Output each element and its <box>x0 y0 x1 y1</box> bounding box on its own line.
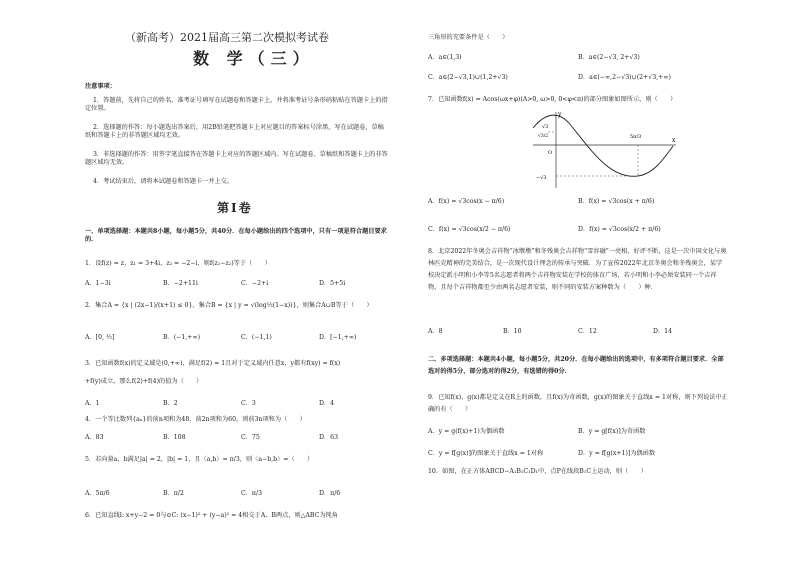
q2-option-a: A．[0, ½] <box>85 334 115 341</box>
notice-heading: 注意事项： <box>85 83 116 90</box>
q6-option-b: B．a∈(2−√3, 2+√3) <box>578 54 640 61</box>
graph-label-half-sqrt3: √3/2 <box>538 134 549 139</box>
q2-option-c: C．(−1,1) <box>241 334 272 341</box>
q5-option-a: A．5π/6 <box>85 490 110 497</box>
q9-option-a: A．y = g(f(x)+1)为偶函数 <box>428 428 505 435</box>
q7-option-d: D．f(x) = √3cos(x/2 + π/6) <box>578 226 661 233</box>
q4-option-d: D．63 <box>319 434 339 441</box>
question-8: 8．北京2022年冬奥会吉祥物“冰墩墩”和冬残奥会吉祥物“雪容融”一亮相，好评不断，这是一次中国文化与奥林匹克精神的完美结合，是一次现代设计理念的传承与突破．为了宣传2022年北京冬奥会和冬残奥会，某学校决定派小明和小李等5名志愿者将两个吉祥物安装在学校的体育广场，若小明和小李必须安装同一个吉祥物，且每个吉祥物都至少由两名志愿者安装，则不同的安装方案种数为（ ）种． <box>428 248 727 291</box>
q3-option-c: C．3 <box>241 400 256 407</box>
q9-option-b: B．y = g[f(x)]为奇函数 <box>578 428 646 435</box>
q1-option-b: B．−2+11i <box>163 280 198 287</box>
q8-option-b: B．10 <box>503 328 522 335</box>
q2-option-d: D．[−1,+∞) <box>319 334 357 341</box>
question-6: 6．已知直线l: x+y−2 = 0与⊙C: (x−1)² + (y−a)² = 4相交于A、B两点，则△ABC为钝角 <box>85 512 338 519</box>
q3-option-b: B．2 <box>163 400 178 407</box>
question-6-cont: 三角形的充要条件是（ ） <box>428 34 509 41</box>
notice-2: 2．选择题的作答：每小题选出答案后，用2B铅笔把答题卡上对应题目的答案标号涂黑，写在试题卷、草稿纸和答题卡上的非答题区域均无效。 <box>85 124 384 139</box>
q1-option-c: C．−2+i <box>241 280 269 287</box>
q7-option-c: C．f(x) = √3cos(x/2 − π/6) <box>428 226 511 233</box>
q9-option-d: D．y = f[g(x+1)]为偶函数 <box>578 450 656 457</box>
q6-option-d: D．a∈(−∞,2−√3)∪(2+√3,+∞) <box>578 74 671 81</box>
notice-3: 3．非选择题的作答：用签字笔直接答在答题卡上对应的答题区域内。写在试题卷、草稿纸和答题卡上的非答题区域均无效。 <box>85 151 388 166</box>
graph-label-5pi3: 5π/3 <box>630 134 642 140</box>
subject-title: 数 学（三） <box>193 49 315 68</box>
q1-option-d: D．5+5i <box>319 280 346 287</box>
q7-option-a: A．f(x) = √3cos(x − π/6) <box>428 198 505 205</box>
cosine-curve <box>533 115 673 176</box>
question-10: 10．如图，在正方体ABCD−A₁B₁C₁D₁中，点P在线段B₁C上运动，则（ ） <box>428 468 647 475</box>
section-2-heading: 二、多项选择题：本题共4小题，每小题5分，共20分．在每小题给出的选项中，有多项符合题目要求．全部选对的得5分，部分选对的得2分，有选错的得0分． <box>428 356 724 375</box>
graph-label-origin: O <box>548 150 553 156</box>
graph-label-y: y <box>558 111 562 118</box>
q8-option-d: D．14 <box>653 328 673 335</box>
notice-4: 4．考试结束后，请将本试题卷和答题卡一并上交。 <box>93 178 234 185</box>
question-1: 1．设f(z) = z，z₁ = 3+4i，z₂ = −2−i，则f(z₁−z₂)等于（ ） <box>85 260 271 267</box>
notice-1: 1．答题前，先将自己的姓名、准考证号填写在试题卷和答题卡上，并将准考证号条形码粘贴在答题卡上的指定位置。 <box>85 97 388 112</box>
question-5: 5．若向量a，b满足|a| = 2，|b| = 1，且〈a,b〉= π/3，则〈a−b,b〉=（ ） <box>85 456 314 463</box>
graph-label-neg-sqrt3: −√3 <box>536 175 547 181</box>
graph-label-x: x <box>672 137 676 144</box>
q4-option-a: A．83 <box>85 434 104 441</box>
question-3-cont: +f(y)成立，那么f(2)+f(4)的值为（ ） <box>85 378 203 385</box>
q9-option-c: C．y = f[g(x)]的图象关于直线x = 1对称 <box>428 450 544 457</box>
q8-option-c: C．12 <box>578 328 597 335</box>
exam-title: （新高考）2021届高三第二次模拟考试卷 <box>125 31 329 44</box>
q7-option-b: B．f(x) = √3cos(x + π/6) <box>578 198 655 205</box>
cosine-graph <box>528 110 678 190</box>
q8-option-a: A．8 <box>428 328 443 335</box>
q5-option-c: C．π/3 <box>241 490 263 497</box>
q3-option-d: D．4 <box>319 400 335 407</box>
graph-label-sqrt3: √3 <box>542 124 549 130</box>
q3-option-a: A．1 <box>85 400 100 407</box>
question-2: 2．集合A = {x | (2x−1)/(x+1) ≤ 0}，集合B = {x | y = √(log½(1−x))}，则集合A∪B等于（ ） <box>85 302 373 309</box>
q6-option-a: A．a∈(1,3) <box>428 54 462 61</box>
q2-option-b: B．(−1,+∞) <box>163 334 200 341</box>
section-1-heading: 一、单项选择题：本题共8小题，每小题5分，共40分．在每小题给出的四个选项中，只有一项是符合题目要求的． <box>85 228 387 243</box>
q6-option-c: C．a∈(2−√3,1)∪(1,2+√3) <box>428 74 508 81</box>
q4-option-b: B．108 <box>163 434 186 441</box>
question-7: 7．已知函数f(x) = Acos(ωx+φ)(A>0, ω>0, 0<φ<π)的部分图象如图所示，则（ ） <box>428 96 677 103</box>
question-3: 3．已知函数f(x)的定义域是(0,+∞)，满足f(2) = 1且对于定义域内任意x，y都有f(xy) = f(x) <box>85 360 341 367</box>
part-one-heading: 第Ⅰ卷 <box>217 201 253 215</box>
question-9: 9．已知f(x)，g(x)都是定义在R上的函数，且f(x)为奇函数，g(x)的图象关于直线x = 1对称，则下列说法中正确的有（ ） <box>428 394 728 413</box>
q5-option-d: D．π/6 <box>319 490 341 497</box>
q5-option-b: B．π/2 <box>163 490 184 497</box>
q1-option-a: A．1−3i <box>85 280 111 287</box>
q4-option-c: C．75 <box>241 434 260 441</box>
question-4: 4．一个等比数列{aₙ}的前n项和为48，前2n项和为60，则前3n项和为（ ） <box>85 416 306 423</box>
